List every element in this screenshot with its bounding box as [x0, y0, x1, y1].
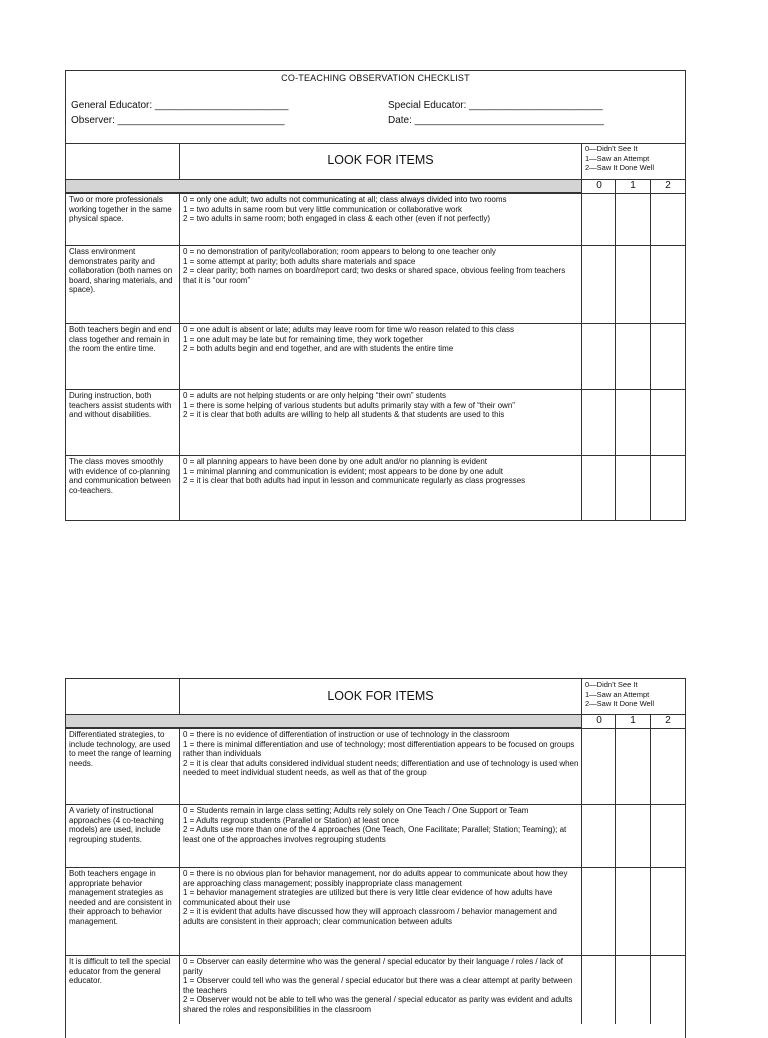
- legend-1: 1—Saw an Attempt: [585, 153, 650, 163]
- item-label: It is difficult to tell the special educator from the general educator.: [69, 957, 171, 986]
- item-criteria: 0 = all planning appears to have been done by one adult and/or no planning is evident 1 = minimal planning and communication is evident; most appears to be done by one adult 2 = it is clear that both adults had input in lesson and communicate regularly as class progresses: [183, 457, 526, 486]
- item-label: A variety of instructional approaches (4 co-teaching models) are used, include regrouping students.: [69, 806, 164, 844]
- item-label: Class environment demonstrates parity and collaboration (both names on board, sharing materials, and space).: [69, 247, 173, 295]
- date-field[interactable]: Date: __________________________________: [388, 115, 604, 126]
- look-for-items-heading: LOOK FOR ITEMS: [327, 153, 434, 167]
- item-criteria: 0 = only one adult; two adults not communicating at all; class always divided into two rooms 1 = two adults in same room but very little communication or collaborative work 2 = two adults in same room; both engaged in class & each other (even if not perfectly): [183, 195, 507, 224]
- score-header-0: 0: [596, 715, 602, 726]
- item-criteria: 0 = adults are not helping students or are only helping “their own” students 1 = there is some helping of various students but adults primarily stay with a few of “their own” 2 = it is clear that both adults are willing to help all students & that students are used to this: [183, 391, 515, 420]
- item-criteria: 0 = one adult is absent or late; adults may leave room for time w/o reason related to this class 1 = one adult may be late but for remaining time, they work together 2 = both adults begin and end together, and are with students the entire time: [183, 325, 515, 354]
- score-header-2: 2: [665, 715, 671, 726]
- score-legend: [585, 144, 654, 173]
- score-header-1: 1: [630, 180, 636, 191]
- score-header-2: 2: [665, 180, 671, 191]
- item-label: Two or more professionals working together in the same physical space.: [69, 195, 172, 224]
- item-label: The class moves smoothly with evidence of co-planning and communication between co-teachers.: [69, 457, 171, 495]
- item-criteria: 0 = Observer can easily determine who was the general / special educator by their language / roles / lack of parity 1 = Observer could tell who was the general / special educator but there was a clear attempt at parity between the teachers 2 = Observer would not be able to tell who was the general / special educator as parity was evident and adults shared the roles and responsibilities in the classroom: [183, 957, 573, 1014]
- item-criteria: 0 = there is no evidence of differentiation of instruction or use of technology in the classroom 1 = there is minimal differentiation and use of technology; most differentiation appears to be focused on groups rather than individuals 2 = it is clear that adults considered individual student needs; differentiation and use of technology is used when needed to meet individual student needs, as well as that of the group: [183, 730, 579, 778]
- item-label: During instruction, both teachers assist students with and without disabilities.: [69, 391, 172, 420]
- special-educator-field[interactable]: Special Educator: ________________________: [388, 100, 603, 111]
- item-label: Both teachers engage in appropriate behavior management strategies as needed and are consistent in their approach to behavior management.: [69, 869, 172, 926]
- item-label: Differentiated strategies, to include technology, are used to meet the range of learning needs.: [69, 730, 172, 768]
- item-criteria: 0 = no demonstration of parity/collaboration; room appears to belong to one teacher only 1 = some attempt at parity; both adults share materials and space 2 = clear parity; both names on board/report card; two desks or shared space, obvious feeling from teachers that it is “our room”: [183, 247, 566, 285]
- score-legend: [585, 680, 654, 709]
- item-criteria: 0 = Students remain in large class setting; Adults rely solely on One Teach / One Support or Team 1 = Adults regroup students (Parallel or Station) at least once 2 = Adults use more than one of the 4 approaches (One Teach, One Facilitate; Parallel; Station; Teaming); at least one of the approaches involves regrouping students: [183, 806, 567, 844]
- legend-2: 2—Saw It Done Well: [585, 699, 655, 708]
- observer-field[interactable]: Observer: ______________________________: [71, 115, 285, 126]
- legend-0: 0—Didn’t See It: [585, 144, 638, 153]
- checklist-header: [65, 70, 686, 144]
- score-header-1: 1: [630, 715, 636, 726]
- legend-0: 0—Didn’t See It: [585, 680, 638, 689]
- item-criteria: 0 = there is no obvious plan for behavior management, nor do adults appear to communicate about how they are approaching class management; possibly inappropriate class management 1 = behavior management strategies are utilized but there is very little clear evidence of how adults have communicated about their use 2 = it is evident that adults have discussed how they will approach classroom / behavior management and adults are consistent in their approach; clear communication between adults: [183, 869, 568, 926]
- legend-1: 1—Saw an Attempt: [585, 689, 650, 699]
- general-educator-field[interactable]: General Educator: ________________________: [71, 100, 289, 111]
- score-header-0: 0: [596, 180, 602, 191]
- checklist-title: CO-TEACHING OBSERVATION CHECKLIST: [281, 73, 470, 83]
- look-for-items-heading: LOOK FOR ITEMS: [327, 689, 434, 703]
- legend-2: 2—Saw It Done Well: [585, 163, 655, 172]
- item-label: Both teachers begin and end class together and remain in the room the entire time.: [69, 325, 172, 354]
